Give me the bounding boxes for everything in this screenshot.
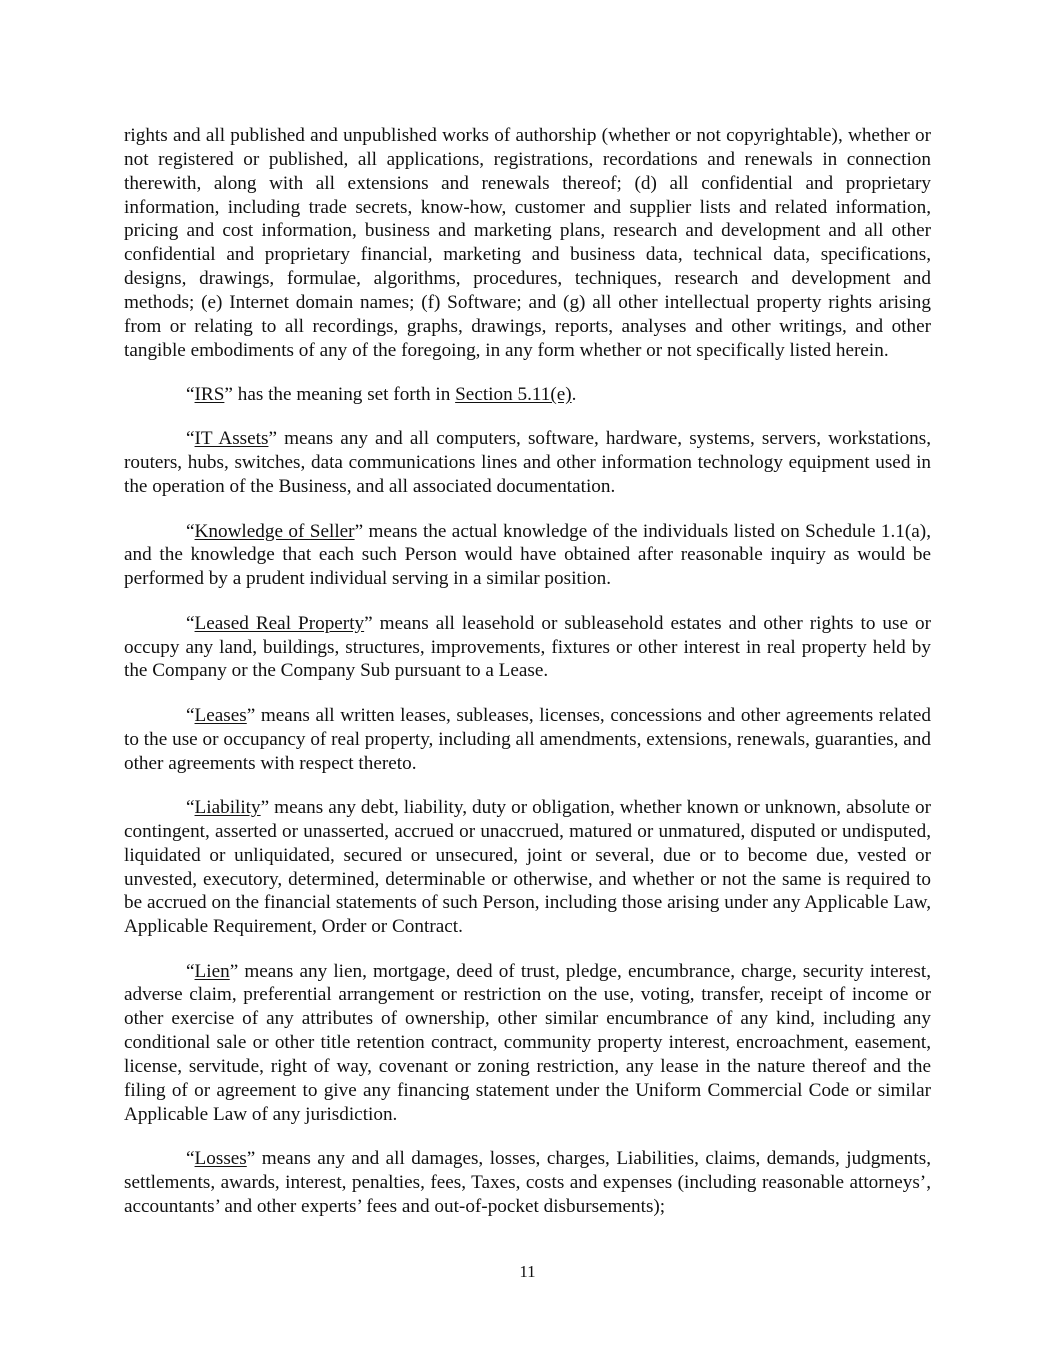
open-quote: “ [186,384,195,406]
open-quote: “ [186,704,195,726]
definition-it-assets [124,427,931,499]
open-quote: “ [186,960,195,982]
definition-losses [124,1147,931,1219]
close-quote: ” [268,428,277,450]
paragraph-text: rights and all published and unpublished works of authorship (whether or not copyrightable), whether or not registered or published, all applications, registrations, recordations and renewals in connection therewith, along with all extensions and renewals thereof; (d) all confidential and proprietary information, including trade secrets, know-how, customer and supplier lists and related information, pricing and cost information, business and marketing plans, research and development and all other confidential and proprietary financial, marketing and business data, technical data, specifications, designs, drawings, formulae, algorithms, procedures, techniques, research and development and methods; (e) Internet domain names; (f) Software; and (g) all other intellectual property rights arising from or relating to all recordings, graphs, drawings, reports, analyses and other writings, and other tangible embodiments of any of the foregoing, in any form whether or not specifically listed herein. [124,125,931,361]
defined-term: Losses [194,1148,247,1170]
open-quote: “ [186,612,195,634]
definition-text: means any and all computers, software, hardware, systems, servers, workstations, routers, hubs, switches, data communications lines and other information technology equipment used in the operation of the Business, and all associated documentation. [124,428,931,498]
defined-term: Liability [194,796,261,818]
definition-text: means any lien, mortgage, deed of trust, pledge, encumbrance, charge, security interest, adverse claim, preferential arrangement or restriction on the use, voting, transfer, receipt of income or other exercise of any attributes of ownership, other similar encumbrance of any kind, including any conditional sale or other title retention contract, community property interest, encroachment, easement, license, servitude, right of way, covenant or zoning restriction, any lease in the nature thereof and the filing of or agreement to give any financing statement under the Uniform Commercial Code or similar Applicable Law of any jurisdiction. [124,960,931,1125]
close-quote: ” [246,1148,256,1170]
page-number: 11 [519,1262,536,1281]
definition-lien [124,960,931,1127]
definition-leased-real-property [124,612,931,684]
section-cross-reference[interactable]: Section 5.11(e) [455,384,572,406]
close-quote: ” [246,704,256,726]
open-quote: “ [186,428,195,450]
defined-term: IRS [194,384,225,406]
close-quote: ” [364,612,373,634]
definition-liability [124,796,931,939]
defined-term: Leases [194,704,247,726]
definition-tail: . [571,384,577,406]
open-quote: “ [186,1148,195,1170]
definition-text: means the actual knowledge of the individuals listed on Schedule 1.1(a), and the knowledge that each such Person would have obtained after reasonable inquiry as would be performed by a prudent individual serving in a similar position. [124,520,931,590]
definition-text: means all written leases, subleases, licenses, concessions and other agreements related to the use or occupancy of real property, including all amendments, extensions, renewals, guaranties, and other agreements with respect thereto. [124,704,931,774]
open-quote: “ [186,520,195,542]
definition-knowledge-of-seller [124,520,931,592]
definition-text: means any and all damages, losses, charges, Liabilities, claims, demands, judgments, settlements, awards, interest, penalties, fees, Taxes, costs and expenses (including reasonable attorneys’, accountants’ and other experts’ fees and out-of-pocket disbursements); [124,1148,931,1217]
defined-term: Knowledge of Seller [194,520,355,542]
definition-text: means all leasehold or subleasehold estates and other rights to use or occupy any land, buildings, structures, improvements, fixtures or other interest in real property held by the Company or the Company Sub pursuant to a Lease. [124,612,931,682]
definition-irs [124,383,931,407]
definition-leases [124,704,931,776]
definition-text: means any debt, liability, duty or obligation, whether known or unknown, absolute or contingent, asserted or unasserted, accrued or unaccrued, matured or unmatured, disputed or undisputed, liquidated or unliquidated, secured or unsecured, joint or several, due or to become due, vested or unvested, executory, determined, determinable or otherwise, and whether or not the same is required to be accrued on the financial statements of such Person, including those arising under any Applicable Law, Applicable Requirement, Order or Contract. [124,796,931,938]
defined-term: IT Assets [194,428,269,450]
close-quote: ” [354,520,364,542]
open-quote: “ [186,796,195,818]
close-quote: ” [224,384,233,406]
defined-term: Leased Real Property [194,612,365,634]
defined-term: Lien [194,960,230,982]
document-page [124,124,931,1239]
close-quote: ” [229,960,239,982]
definition-text: has the meaning set forth in [232,384,456,406]
paragraph-ip-continuation [124,124,931,362]
close-quote: ” [260,796,270,818]
